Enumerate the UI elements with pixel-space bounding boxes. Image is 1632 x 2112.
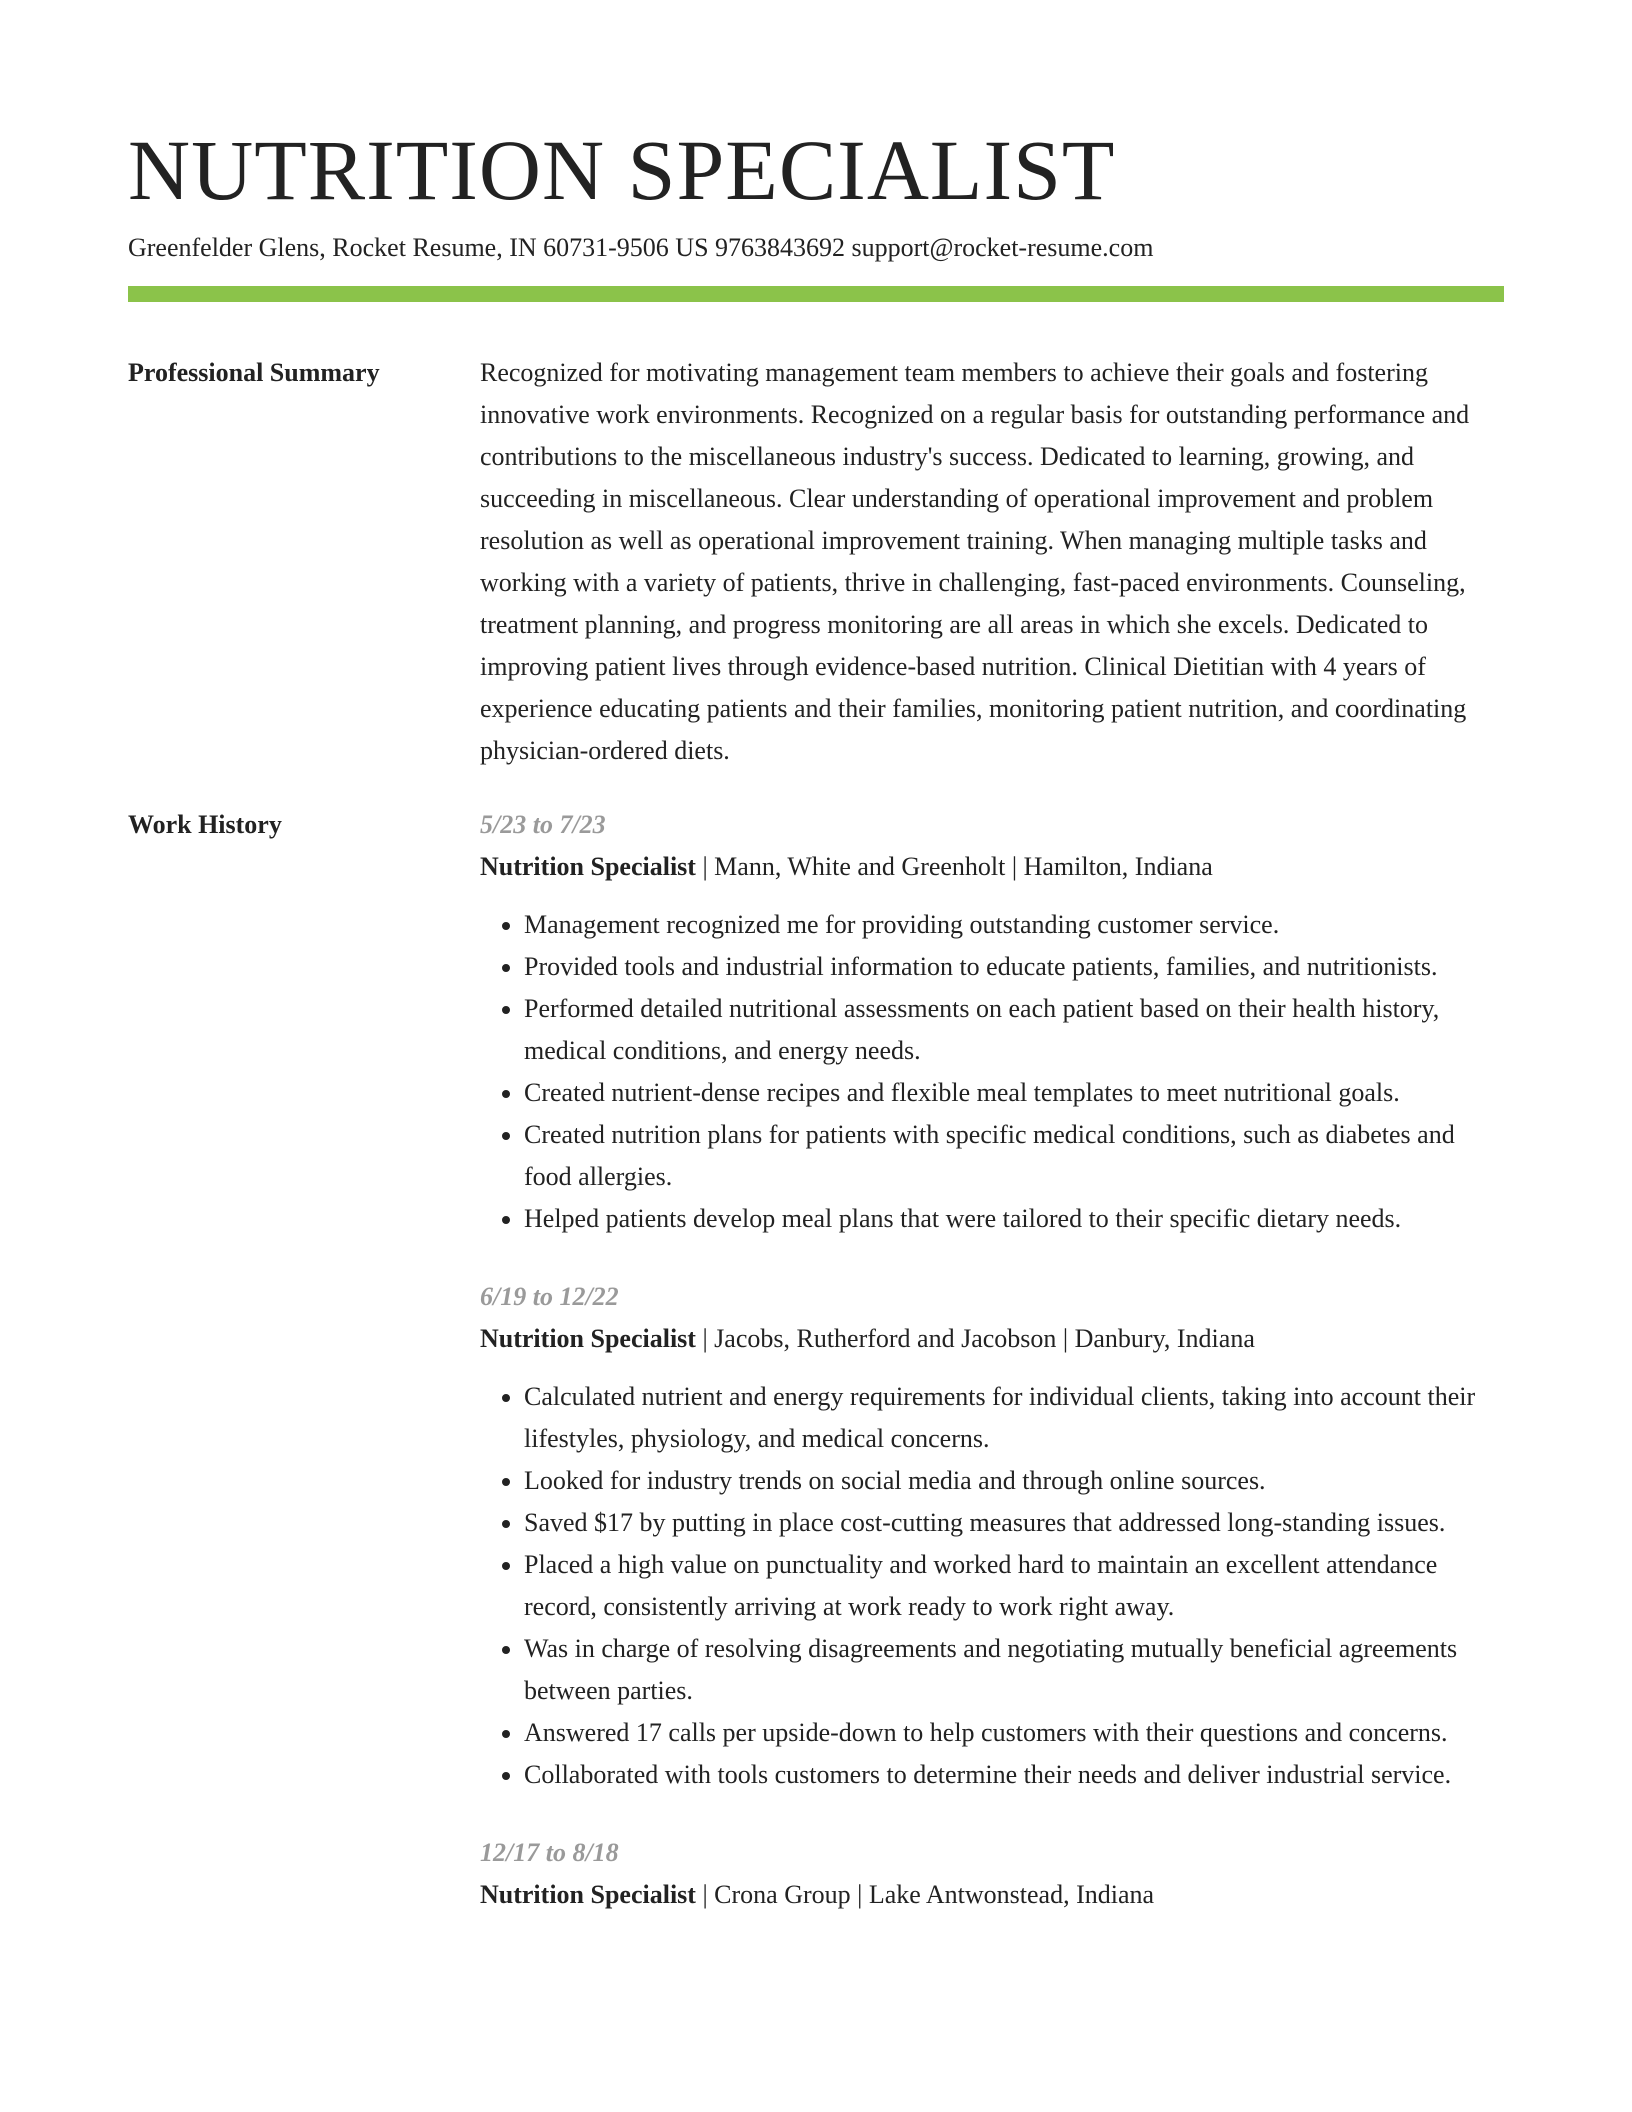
job-bullet: • Saved $17 by putting in place cost-cutting measures that addressed long-standing issues. [524, 1502, 1504, 1544]
job-bullet: • Looked for industry trends on social media and through online sources. [524, 1460, 1504, 1502]
job-entry [480, 1832, 1504, 1916]
job-employer-location: | Jacobs, Rutherford and Jacobson | Danbury, Indiana [695, 1324, 1255, 1353]
job-entry [480, 1276, 1504, 1796]
job-heading [480, 1318, 1504, 1360]
job-bullet: • Created nutrient-dense recipes and flexible meal templates to meet nutritional goals. [524, 1072, 1504, 1114]
job-dates: 12/17 to 8/18 [480, 1838, 619, 1867]
resume-title: NUTRITION SPECIALIST [128, 122, 1116, 218]
job-bullet: • Collaborated with tools customers to determine their needs and deliver industrial service. [524, 1754, 1504, 1796]
work-history-section [128, 804, 1504, 1952]
job-employer-location: | Crona Group | Lake Antwonstead, Indiana [695, 1880, 1155, 1909]
resume-page [128, 0, 1504, 1952]
header-divider [128, 286, 1504, 302]
section-heading-work-history: Work History [128, 810, 282, 839]
job-bullets [480, 1376, 1504, 1796]
job-bullet: • Performed detailed nutritional assessments on each patient based on their health history, medical conditions, and energy needs. [524, 988, 1504, 1072]
professional-summary-section [128, 352, 1504, 772]
work-history-list [480, 804, 1504, 1952]
job-title: Nutrition Specialist [480, 1324, 696, 1353]
job-bullet: • Management recognized me for providing outstanding customer service. [524, 904, 1504, 946]
job-bullet: • Created nutrition plans for patients with specific medical conditions, such as diabetes and food allergies. [524, 1114, 1504, 1198]
section-heading-summary: Professional Summary [128, 358, 380, 387]
summary-text: Recognized for motivating management team members to achieve their goals and fostering innovative work environments. Recognized on a regular basis for outstanding performance and contributions to the miscellaneous industry's success. Dedicated to learning, growing, and succeeding in miscellaneous. Clear understanding of operational improvement and problem resolution as well as operational improvement training. When managing multiple tasks and working with a variety of patients, thrive in challenging, fast-paced environments. Counseling, treatment planning, and progress monitoring are all areas in which she excels. Dedicated to improving patient lives through evidence-based nutrition. Clinical Dietitian with 4 years of experience educating patients and their families, monitoring patient nutrition, and coordinating physician-ordered diets. [480, 358, 1470, 765]
job-entry [480, 804, 1504, 1240]
job-heading [480, 1874, 1504, 1916]
contact-email: support@rocket-resume.com [851, 233, 1154, 262]
job-bullet: • Was in charge of resolving disagreements and negotiating mutually beneficial agreements between parties. [524, 1628, 1504, 1712]
job-dates: 6/19 to 12/22 [480, 1282, 619, 1311]
contact-line [128, 230, 1504, 266]
job-bullet: • Calculated nutrient and energy requirements for individual clients, taking into account their lifestyles, physiology, and medical concerns. [524, 1376, 1504, 1460]
job-employer-location: | Mann, White and Greenholt | Hamilton, Indiana [695, 852, 1213, 881]
job-bullet: • Helped patients develop meal plans that were tailored to their specific dietary needs. [524, 1198, 1504, 1240]
job-title: Nutrition Specialist [480, 1880, 696, 1909]
job-bullet: • Answered 17 calls per upside-down to help customers with their questions and concerns. [524, 1712, 1504, 1754]
job-bullets [480, 904, 1504, 1240]
job-title: Nutrition Specialist [480, 852, 696, 881]
job-heading [480, 846, 1504, 888]
job-dates: 5/23 to 7/23 [480, 810, 606, 839]
contact-phone: 9763843692 [715, 233, 846, 262]
job-bullet: • Placed a high value on punctuality and worked hard to maintain an excellent attendance record, consistently arriving at work ready to work right away. [524, 1544, 1504, 1628]
contact-address: Greenfelder Glens, Rocket Resume, IN 60731-9506 US [128, 233, 709, 262]
job-bullet: • Provided tools and industrial information to educate patients, families, and nutritionists. [524, 946, 1504, 988]
